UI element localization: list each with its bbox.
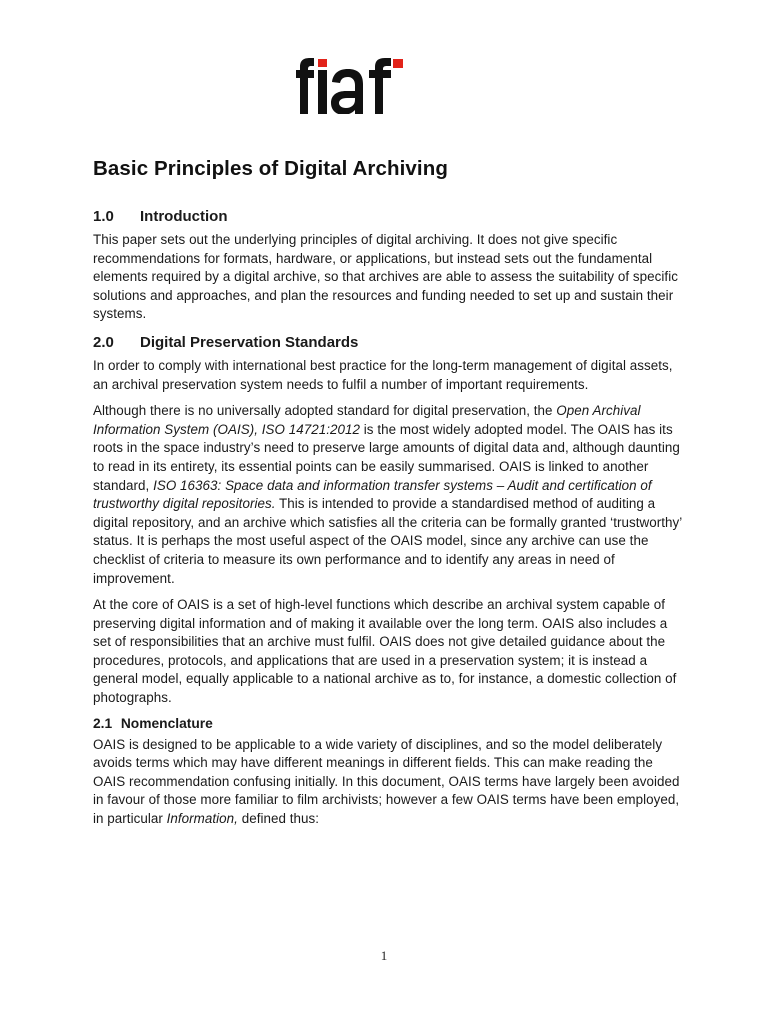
information-term-italic: Information,: [166, 811, 238, 827]
subsection-2-1-title: Nomenclature: [120, 715, 213, 731]
fiaf-logo: [296, 58, 410, 114]
subsection-2-1-heading: [93, 716, 683, 731]
subsection-2-1-number: 2.1: [93, 715, 113, 731]
section-2-number: 2.0: [93, 333, 114, 351]
section-2-title: Digital Preservation Standards: [140, 333, 359, 351]
oais-text-1: Although there is no universally adopted standard for digital preservation, the: [93, 403, 557, 419]
page-number: 1: [380, 948, 388, 963]
oais-text-3: This is intended to provide a standardised method of auditing a digital repository, and an archive which satisfies all the criteria can be formally granted ‘trustworthy’ status. It is perhaps the most useful aspect of the OAIS model, since any archive can use the checklist of criteria to measure its own performance and to identify any areas in need of improvement.: [93, 496, 682, 586]
oais-title-italic: Open Archival Information System (OAIS), ISO 14721:2012: [93, 403, 641, 437]
oais-core-paragraph: At the core of OAIS is a set of high-level functions which describe an archival system capable of preserving digital information and of making it available over the long term. OAIS also includes a set of responsibilities that an archive must fulfil. OAIS does not give detailed guidance about the procedures, protocols, and applications that are used in a preservation system; it is instead a general model, equally applicable to a national archive as to, for instance, a domestic collection of photographs.: [93, 597, 677, 706]
document-body: [93, 157, 683, 837]
nomenclature-paragraph: [93, 736, 683, 829]
standards-paragraph: In order to comply with international best practice for the long-term management of digital assets, an archival preservation system needs to fulfil a number of important requirements.: [93, 357, 673, 392]
nomenclature-text-2: defined thus:: [237, 811, 320, 827]
document-title: Basic Principles of Digital Archiving: [93, 157, 448, 180]
nomenclature-text-1: OAIS is designed to be applicable to a wide variety of disciplines, and so the model deliberately avoids terms which may have different meanings in different fields. This can make reading the OAIS recommendation confusing initially. In this document, OAIS terms have largely been avoided in favour of those more familiar to film archivists; however a few OAIS terms have been employed, in particular: [93, 736, 680, 827]
oais-paragraph: [93, 402, 683, 588]
section-1-heading: [93, 208, 683, 225]
iso16363-title-italic: ISO 16363: Space data and information transfer systems – Audit and certification of trustworthy digital repositories.: [93, 477, 652, 512]
oais-text-2: is the most widely adopted model. The OAIS has its roots in the space industry’s need to preserve large amounts of digital data and, although daunting to read in its entirety, its essential points can be easily summarised. OAIS is linked to another standard,: [93, 421, 680, 493]
section-1-title: Introduction: [140, 208, 228, 225]
fiaf-logo-mark: [296, 58, 410, 114]
section-2-heading: [93, 334, 683, 351]
section-1-number: 1.0: [93, 208, 114, 225]
intro-paragraph: This paper sets out the underlying principles of digital archiving. It does not give specific recommendations for formats, hardware, or applications, but instead sets out the fundamental elements required by a digital archive, so that archives are able to assess the suitability of specific solutions and approaches, and plan the resources and funding needed to set up and sustain their systems.: [93, 232, 678, 322]
